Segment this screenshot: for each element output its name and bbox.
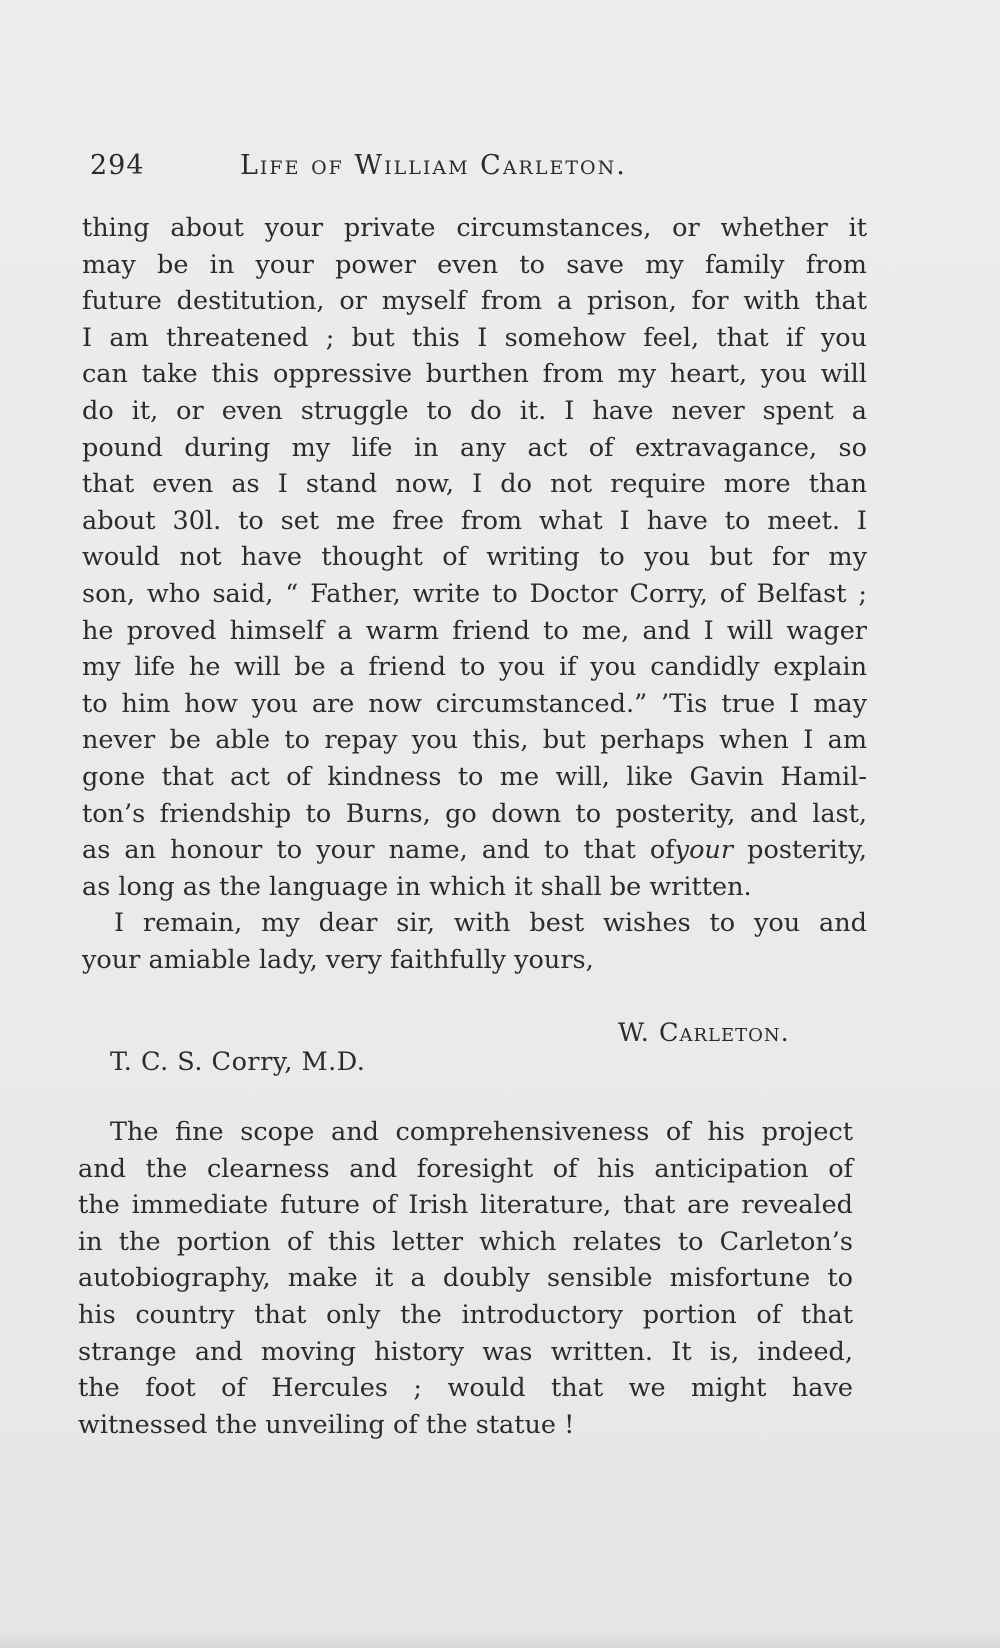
- letter-body: [82, 210, 867, 978]
- addressee: T. C. S. Corry, M.D.: [110, 1047, 366, 1077]
- text-line: my life he will be a friend to you if you candidly explain: [82, 652, 867, 683]
- text-line: about 30l. to set me free from what I have to meet. I: [82, 505, 867, 536]
- signature: W. Carleton.: [618, 1018, 790, 1048]
- text-line: never be able to repay you this, but perhaps when I am: [82, 725, 867, 756]
- text-line: strange and moving history was written. It is, indeed,: [78, 1336, 853, 1367]
- text-line: as long as the language in which it shall be written.: [82, 871, 752, 902]
- text-line: the foot of Hercules ; would that we might have: [78, 1373, 853, 1404]
- page-bottom-edge: [0, 1628, 1000, 1648]
- text-line: gone that act of kindness to me will, like Gavin Hamil-: [82, 761, 867, 792]
- commentary-paragraph: [78, 1114, 853, 1443]
- text-line: would not have thought of writing to you but for my: [82, 542, 867, 573]
- italic-word: your: [674, 835, 734, 866]
- text-line: the immediate future of Irish literature, that are revealed: [78, 1190, 853, 1221]
- text-line: his country that only the introductory portion of that: [78, 1299, 853, 1330]
- text-line: and the clearness and foresight of his anticipation of: [78, 1153, 853, 1184]
- text-line: pound during my life in any act of extravagance, so: [82, 432, 867, 463]
- text-line: The fine scope and comprehensiveness of his project: [110, 1117, 853, 1147]
- text-line: he proved himself a warm friend to me, and I will wager: [82, 615, 867, 646]
- page-number: 294: [90, 150, 145, 181]
- text-line: thing about your private circumstances, or whether it: [82, 213, 867, 243]
- text-line: I am threatened ; but this I somehow feel, that if you: [82, 322, 867, 353]
- text-line: ton’s friendship to Burns, go down to posterity, and last,: [82, 798, 867, 829]
- text-line: do it, or even struggle to do it. I have never spent a: [82, 395, 867, 426]
- running-title: Life of William Carleton.: [240, 150, 627, 181]
- text-line: may be in your power even to save my family from: [82, 249, 867, 280]
- closing-line: your amiable lady, very faithfully yours,: [82, 944, 594, 975]
- text-line: witnessed the unveiling of the statue !: [78, 1409, 575, 1440]
- text-line: to him how you are now circumstanced.” ’Tis true I may: [82, 688, 867, 719]
- running-head: [90, 150, 810, 190]
- closing-line: I remain, my dear sir, with best wishes to you and: [114, 908, 867, 939]
- text-line: autobiography, make it a doubly sensible misfortune to: [78, 1263, 853, 1294]
- text-segment: posterity,: [733, 835, 867, 866]
- text-line: son, who said, “ Father, write to Doctor Corry, of Belfast ;: [82, 578, 867, 609]
- text-segment: as an honour to your name, and to that of: [82, 835, 675, 866]
- text-line: future destitution, or myself from a prison, for with that: [82, 286, 867, 317]
- text-line-with-italic: [82, 832, 867, 869]
- text-line: can take this oppressive burthen from my heart, you will: [82, 359, 867, 390]
- text-line: that even as I stand now, I do not require more than: [82, 469, 867, 500]
- text-line: in the portion of this letter which relates to Carleton’s: [78, 1226, 853, 1257]
